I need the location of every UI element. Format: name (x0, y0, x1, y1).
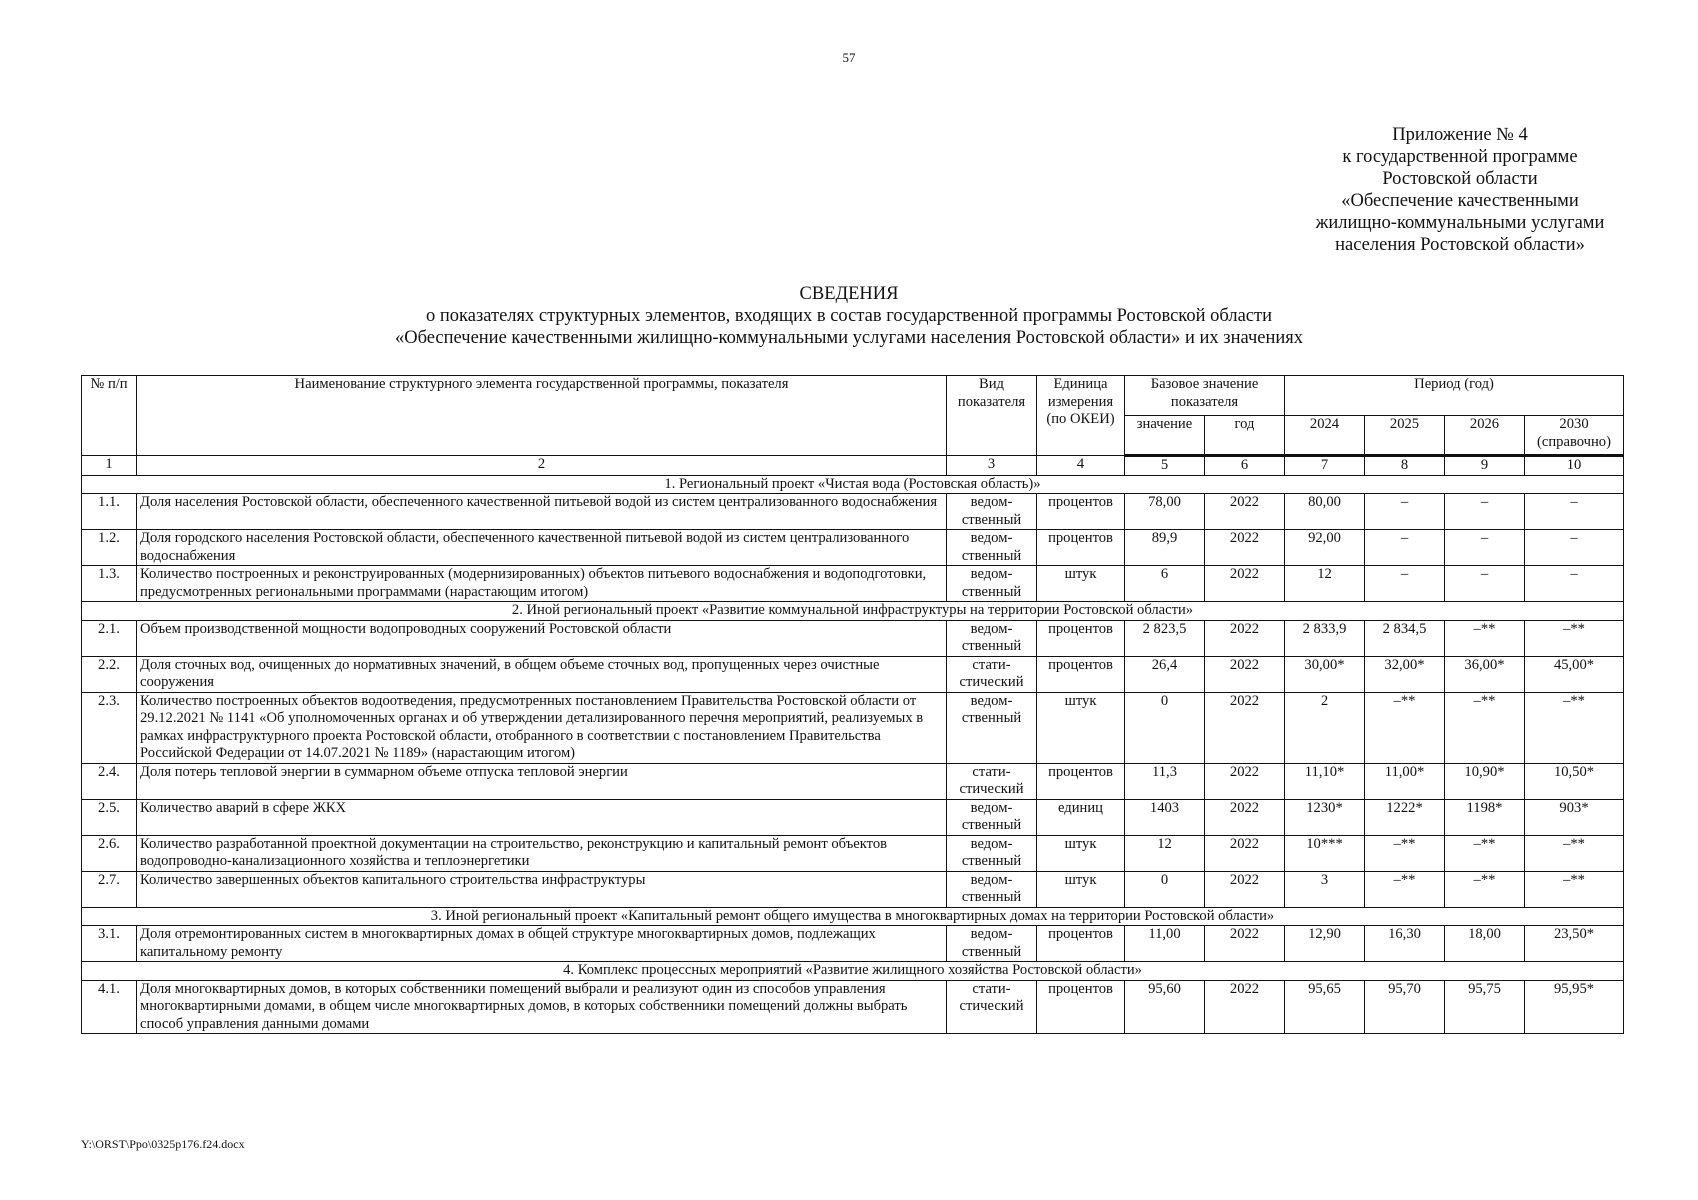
row-base-value: 0 (1125, 871, 1205, 907)
row-value-2026: – (1445, 530, 1525, 566)
row-value-2024: 95,65 (1285, 980, 1365, 1034)
row-name: Объем производственной мощности водопроводных сооружений Ростовской области (137, 620, 947, 656)
row-name: Доля сточных вод, очищенных до нормативных значений, в общем объеме сточных вод, пропущенных через очистные сооружения (137, 656, 947, 692)
row-value-2025: – (1365, 566, 1445, 602)
row-value-2030: – (1525, 494, 1624, 530)
table-row (82, 763, 1624, 799)
column-number: 5 (1125, 456, 1205, 476)
row-value-2024: 3 (1285, 871, 1365, 907)
column-number: 10 (1525, 456, 1624, 476)
header-unit: Единица измерения (по ОКЕИ) (1037, 376, 1125, 456)
row-num: 2.7. (82, 871, 137, 907)
row-unit: штук (1037, 835, 1125, 871)
row-value-2030: –** (1525, 871, 1624, 907)
row-type: ведом-ственный (947, 835, 1037, 871)
row-unit: процентов (1037, 656, 1125, 692)
section-header-row (82, 602, 1624, 621)
indicators-table (81, 375, 1624, 1034)
row-name: Доля отремонтированных систем в многоквартирных домах в общей структуре многоквартирных домов, подлежащих капитальному ремонту (137, 926, 947, 962)
column-number: 4 (1037, 456, 1125, 476)
row-value-2030: 23,50* (1525, 926, 1624, 962)
row-value-2026: –** (1445, 835, 1525, 871)
row-base-year: 2022 (1205, 980, 1285, 1034)
row-unit: штук (1037, 566, 1125, 602)
row-num: 2.6. (82, 835, 137, 871)
row-value-2024: 11,10* (1285, 763, 1365, 799)
table-row (82, 656, 1624, 692)
table-row (82, 566, 1624, 602)
appendix-block (1270, 124, 1650, 256)
row-type: ведом-ственный (947, 494, 1037, 530)
row-num: 3.1. (82, 926, 137, 962)
row-value-2030: 10,50* (1525, 763, 1624, 799)
row-base-year: 2022 (1205, 835, 1285, 871)
column-number-row (82, 456, 1624, 476)
row-base-year: 2022 (1205, 656, 1285, 692)
row-type: ведом-ственный (947, 871, 1037, 907)
section-header-row (82, 475, 1624, 494)
appendix-line: «Обеспечение качественными (1341, 191, 1579, 211)
row-base-year: 2022 (1205, 494, 1285, 530)
row-value-2030: – (1525, 566, 1624, 602)
header-period: Период (год) (1285, 376, 1624, 416)
row-value-2030: –** (1525, 835, 1624, 871)
row-num: 2.2. (82, 656, 137, 692)
row-base-value: 11,00 (1125, 926, 1205, 962)
row-num: 2.5. (82, 799, 137, 835)
row-base-year: 2022 (1205, 692, 1285, 763)
row-value-2025: –** (1365, 871, 1445, 907)
row-unit: процентов (1037, 980, 1125, 1034)
row-type: ведом-ственный (947, 620, 1037, 656)
table-row (82, 530, 1624, 566)
row-unit: процентов (1037, 530, 1125, 566)
row-unit: штук (1037, 692, 1125, 763)
document-title: СВЕДЕНИЯ (799, 284, 899, 304)
row-value-2025: 32,00* (1365, 656, 1445, 692)
row-value-2024: 92,00 (1285, 530, 1365, 566)
row-base-year: 2022 (1205, 926, 1285, 962)
table-row (82, 835, 1624, 871)
row-value-2024: 12,90 (1285, 926, 1365, 962)
row-value-2026: 18,00 (1445, 926, 1525, 962)
row-value-2030: 95,95* (1525, 980, 1624, 1034)
row-num: 2.4. (82, 763, 137, 799)
row-value-2026: – (1445, 494, 1525, 530)
column-number: 8 (1365, 456, 1445, 476)
row-base-value: 26,4 (1125, 656, 1205, 692)
row-value-2026: 10,90* (1445, 763, 1525, 799)
row-base-year: 2022 (1205, 871, 1285, 907)
row-value-2025: 95,70 (1365, 980, 1445, 1034)
row-num: 1.1. (82, 494, 137, 530)
row-value-2025: 11,00* (1365, 763, 1445, 799)
row-value-2026: 1198* (1445, 799, 1525, 835)
row-base-value: 12 (1125, 835, 1205, 871)
row-unit: процентов (1037, 494, 1125, 530)
file-path-footer: Y:\ORST\Ppo\0325p176.f24.docx (81, 1137, 245, 1151)
row-value-2030: 45,00* (1525, 656, 1624, 692)
appendix-line: Приложение № 4 (1392, 125, 1528, 145)
row-unit: процентов (1037, 926, 1125, 962)
row-value-2025: –** (1365, 835, 1445, 871)
row-name: Количество построенных объектов водоотведения, предусмотренных постановлением Правительства Ростовской области от 29.12.2021 № 1141 «Об уполномоченных органах и об утверждении детализированного перечня мероприятий, реализуемых в рамках инфраструктурного проекта Ростовской области, отобранного в соответствии с постановлением Правительства Российской Федерации от 14.07.2021 № 1189» (нарастающим итогом) (137, 692, 947, 763)
header-type: Вид показателя (947, 376, 1037, 456)
table-row (82, 620, 1624, 656)
row-type: ведом-ственный (947, 530, 1037, 566)
row-name: Количество построенных и реконструированных (модернизированных) объектов питьевого водоснабжения и водоподготовки, предусмотренных региональными программами (нарастающим итогом) (137, 566, 947, 602)
row-base-value: 0 (1125, 692, 1205, 763)
row-value-2025: – (1365, 530, 1445, 566)
row-base-value: 6 (1125, 566, 1205, 602)
section-title: 3. Иной региональный проект «Капитальный ремонт общего имущества в многоквартирных домах на территории Ростовской области» (82, 907, 1624, 926)
row-value-2030: – (1525, 530, 1624, 566)
appendix-line: к государственной программе (1342, 147, 1578, 167)
document-subtitle-line: «Обеспечение качественными жилищно-коммунальными услугами населения Ростовской области» и их значениях (394, 328, 1304, 348)
header-base-year: год (1205, 416, 1285, 456)
row-base-value: 89,9 (1125, 530, 1205, 566)
row-value-2026: –** (1445, 620, 1525, 656)
document-title-block (0, 283, 1698, 349)
row-value-2025: 16,30 (1365, 926, 1445, 962)
row-name: Доля многоквартирных домов, в которых собственники помещений выбрали и реализуют один из способов управления многоквартирными домами, в общем числе многоквартирных домов, в которых собственники помещений должны выбрать способ управления данными домами (137, 980, 947, 1034)
row-value-2025: 2 834,5 (1365, 620, 1445, 656)
row-name: Доля городского населения Ростовской области, обеспеченного качественной питьевой водой из систем централизованного водоснабжения (137, 530, 947, 566)
row-type: ведом-ственный (947, 566, 1037, 602)
row-value-2024: 12 (1285, 566, 1365, 602)
header-year-2024: 2024 (1285, 416, 1365, 456)
section-title: 4. Комплекс процессных мероприятий «Развитие жилищного хозяйства Ростовской области» (82, 962, 1624, 981)
header-name: Наименование структурного элемента государственной программы, показателя (137, 376, 947, 456)
row-value-2024: 80,00 (1285, 494, 1365, 530)
row-type: стати-стический (947, 656, 1037, 692)
row-base-year: 2022 (1205, 799, 1285, 835)
row-value-2025: – (1365, 494, 1445, 530)
row-num: 2.3. (82, 692, 137, 763)
header-year-2030: 2030 (справочно) (1525, 416, 1624, 456)
row-type: стати-стический (947, 763, 1037, 799)
row-value-2026: – (1445, 566, 1525, 602)
document-subtitle-line: о показателях структурных элементов, входящих в состав государственной программы Ростовской области (426, 306, 1272, 326)
row-value-2026: 36,00* (1445, 656, 1525, 692)
row-unit: штук (1037, 871, 1125, 907)
row-value-2026: –** (1445, 871, 1525, 907)
header-num: № п/п (82, 376, 137, 456)
appendix-line: жилищно-коммунальными услугами (1315, 213, 1605, 233)
row-base-value: 1403 (1125, 799, 1205, 835)
row-value-2030: –** (1525, 620, 1624, 656)
column-number: 7 (1285, 456, 1365, 476)
table-row (82, 926, 1624, 962)
column-number: 9 (1445, 456, 1525, 476)
row-type: ведом-ственный (947, 799, 1037, 835)
row-base-year: 2022 (1205, 763, 1285, 799)
table-row (82, 692, 1624, 763)
row-name: Доля потерь тепловой энергии в суммарном объеме отпуска тепловой энергии (137, 763, 947, 799)
header-base: Базовое значение показателя (1125, 376, 1285, 416)
row-value-2030: 903* (1525, 799, 1624, 835)
section-header-row (82, 907, 1624, 926)
row-value-2024: 2 833,9 (1285, 620, 1365, 656)
table-row (82, 799, 1624, 835)
row-base-value: 78,00 (1125, 494, 1205, 530)
row-base-value: 2 823,5 (1125, 620, 1205, 656)
row-value-2025: –** (1365, 692, 1445, 763)
table-row (82, 980, 1624, 1034)
column-number: 1 (82, 456, 137, 476)
row-value-2026: 95,75 (1445, 980, 1525, 1034)
row-unit: процентов (1037, 620, 1125, 656)
appendix-line: населения Ростовской области» (1335, 235, 1585, 255)
header-year-2026: 2026 (1445, 416, 1525, 456)
row-value-2024: 10*** (1285, 835, 1365, 871)
row-value-2024: 1230* (1285, 799, 1365, 835)
table-row (82, 494, 1624, 530)
header-year-2025: 2025 (1365, 416, 1445, 456)
row-type: ведом-ственный (947, 926, 1037, 962)
row-value-2025: 1222* (1365, 799, 1445, 835)
header-base-value: значение (1125, 416, 1205, 456)
row-num: 2.1. (82, 620, 137, 656)
row-base-value: 11,3 (1125, 763, 1205, 799)
row-value-2024: 2 (1285, 692, 1365, 763)
row-base-year: 2022 (1205, 530, 1285, 566)
appendix-line: Ростовской области (1382, 169, 1538, 189)
row-base-year: 2022 (1205, 620, 1285, 656)
row-name: Количество завершенных объектов капитального строительства инфраструктуры (137, 871, 947, 907)
row-num: 1.3. (82, 566, 137, 602)
row-value-2026: –** (1445, 692, 1525, 763)
section-header-row (82, 962, 1624, 981)
section-title: 2. Иной региональный проект «Развитие коммунальной инфраструктуры на территории Ростовской области» (82, 602, 1624, 621)
row-value-2024: 30,00* (1285, 656, 1365, 692)
column-number: 2 (137, 456, 947, 476)
row-num: 1.2. (82, 530, 137, 566)
page-number: 57 (842, 50, 856, 65)
column-number: 3 (947, 456, 1037, 476)
row-value-2030: –** (1525, 692, 1624, 763)
row-type: ведом-ственный (947, 692, 1037, 763)
row-type: стати-стический (947, 980, 1037, 1034)
row-base-year: 2022 (1205, 566, 1285, 602)
row-base-value: 95,60 (1125, 980, 1205, 1034)
section-title: 1. Региональный проект «Чистая вода (Ростовская область)» (82, 475, 1624, 494)
row-name: Количество аварий в сфере ЖКХ (137, 799, 947, 835)
table-row (82, 871, 1624, 907)
row-num: 4.1. (82, 980, 137, 1034)
row-unit: процентов (1037, 763, 1125, 799)
column-number: 6 (1205, 456, 1285, 476)
row-unit: единиц (1037, 799, 1125, 835)
row-name: Доля населения Ростовской области, обеспеченного качественной питьевой водой из систем централизованного водоснабжения (137, 494, 947, 530)
row-name: Количество разработанной проектной документации на строительство, реконструкцию и капитальный ремонт объектов водопроводно-канализационного хозяйства и теплоэнергетики (137, 835, 947, 871)
